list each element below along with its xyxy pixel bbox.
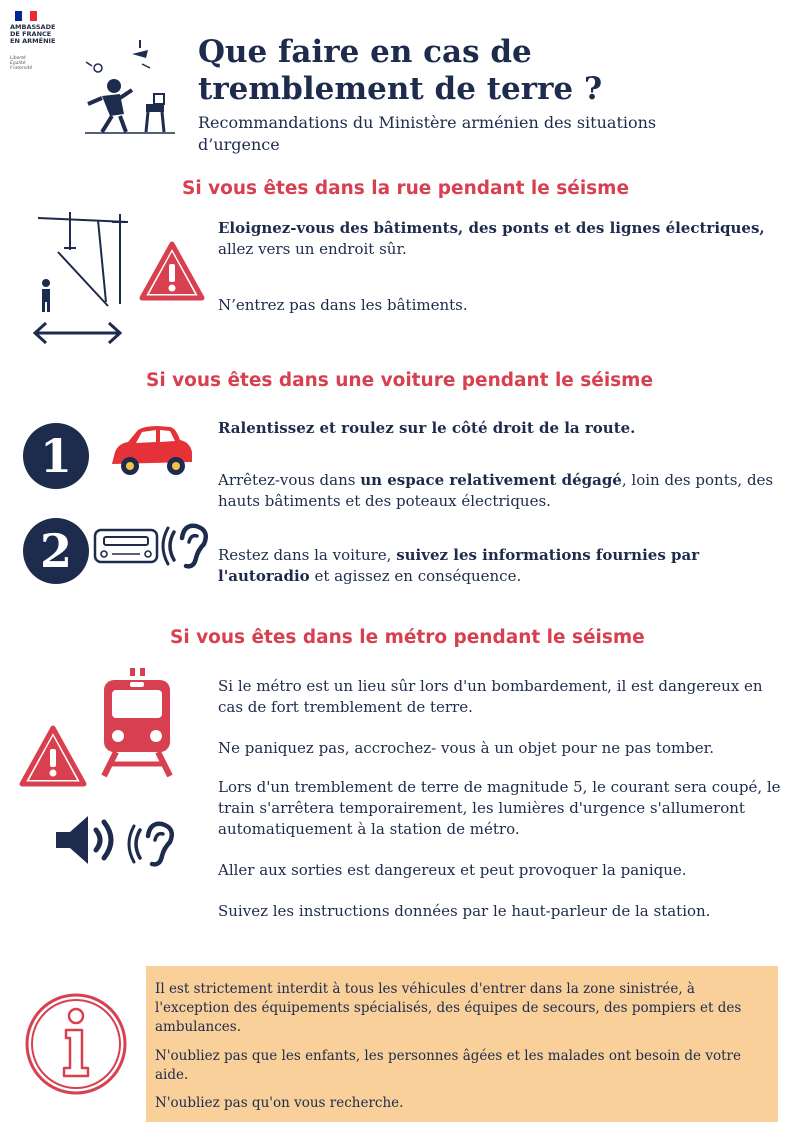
motto-line: Fraternité (10, 66, 33, 71)
metro-section-heading: Si vous êtes dans le métro pendant le séisme (170, 627, 645, 648)
page-title: Que faire en cas de tremblement de terre ? (198, 34, 603, 107)
street-paragraph-1-bold: Eloignez-vous des bâtiments, des ponts et des lignes électriques, (218, 219, 765, 237)
car-step-2-paragraph (218, 545, 788, 587)
embassy-logo-text (10, 24, 85, 45)
car-p2-pre: Arrêtez-vous dans (218, 471, 361, 489)
warning-icon (18, 724, 88, 788)
train-icon (100, 668, 174, 780)
car-step-2-post: et agissez en conséquence. (309, 567, 522, 585)
metro-paragraph: Si le métro est un lieu sûr lors d'un bombardement, il est dangereux en cas de fort tremblement de terre. (218, 677, 763, 716)
person-icon (36, 278, 56, 312)
motto-line: Liberté (10, 56, 26, 61)
car-step-2-bold: suivez les informations fournies par l'autoradio (218, 546, 700, 585)
car-step-1-paragraph-1: Ralentissez et roulez sur le côté droit de la route. (218, 419, 636, 437)
notice-paragraph: N'oubliez pas que les enfants, les personnes âgées et les malades ont besoin de votre aide. (155, 1048, 741, 1083)
notice-box (146, 966, 778, 1122)
double-arrow-icon (30, 318, 125, 348)
page-subtitle: Recommandations du Ministère arménien des situations d’urgence (198, 113, 657, 154)
step-2-badge: 2 (23, 518, 89, 584)
warning-icon (138, 240, 206, 302)
ear-icon (126, 818, 178, 872)
notice-paragraph: N'oubliez pas qu'on vous recherche. (155, 1095, 404, 1111)
car-p2-post: , loin des ponts, des hauts bâtiments et des poteaux électriques. (218, 471, 774, 510)
notice-paragraph: Il est strictement interdit à tous les véhicules d'entrer dans la zone sinistrée, à l'exception des équipements spécialisés, des équipes de secours, des pompiers et des ambulances. (155, 981, 742, 1035)
metro-paragraph: Ne paniquez pas, accrochez- vous à un objet pour ne pas tomber. (218, 739, 714, 757)
street-paragraph-1-rest: allez vers un endroit sûr. (218, 240, 407, 258)
car-step-1-paragraph-2 (218, 470, 783, 512)
speaker-icon (52, 812, 124, 868)
logo-motto (10, 56, 70, 71)
motto-line: Égalité (10, 61, 26, 66)
street-paragraph-1 (218, 218, 783, 260)
car-p2-bold: un espace relativement dégagé (360, 471, 622, 489)
logo-line: AMBASSADE (10, 23, 56, 31)
logo-line: EN ARMÉNIE (10, 37, 56, 45)
street-section-heading: Si vous êtes dans la rue pendant le séisme (182, 178, 629, 199)
street-paragraph-2: N’entrez pas dans les bâtiments. (218, 296, 468, 314)
car-radio-icon (92, 524, 162, 568)
car-icon (104, 422, 196, 480)
car-section-heading: Si vous êtes dans une voiture pendant le séisme (146, 370, 654, 391)
french-flag-icon (15, 11, 37, 21)
metro-paragraph: Aller aux sorties est dangereux et peut provoquer la panique. (218, 861, 687, 879)
info-icon (22, 990, 130, 1098)
logo-line: DE FRANCE (10, 30, 52, 38)
metro-paragraph: Suivez les instructions données par le haut-parleur de la station. (218, 902, 711, 920)
ear-icon (160, 520, 212, 574)
car-step-2-pre: Restez dans la voiture, (218, 546, 397, 564)
earthquake-person-icon (80, 36, 195, 136)
metro-paragraph: Lors d'un tremblement de terre de magnitude 5, le courant sera coupé, le train s'arrêtera temporairement, les lumières d'urgence s'allumeront automatiquement à la station de métro. (218, 778, 781, 838)
step-1-badge: 1 (23, 423, 89, 489)
